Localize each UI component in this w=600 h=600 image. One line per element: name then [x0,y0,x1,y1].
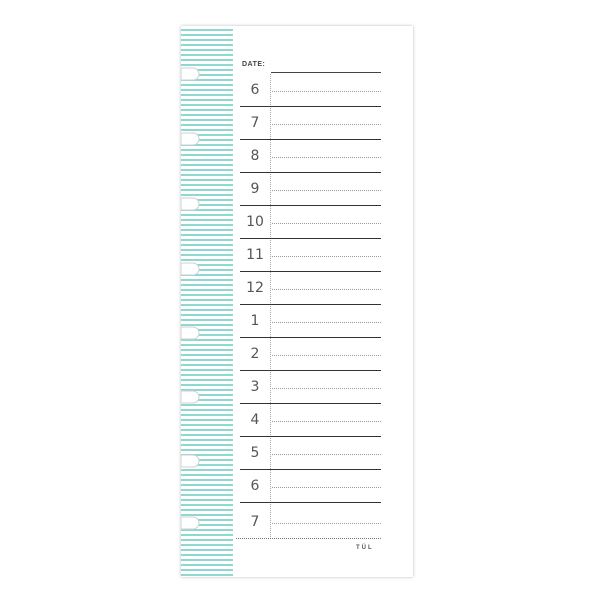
hour-label: 11 [246,247,264,263]
hour-label: 7 [250,115,260,131]
hour-row[interactable] [240,74,381,107]
hour-label: 6 [250,82,260,98]
brand-logo: TÜL [356,545,374,551]
half-hour-line [272,157,381,158]
hour-row[interactable] [240,173,381,206]
hour-row[interactable] [240,140,381,173]
hour-row[interactable] [240,371,381,404]
hour-row[interactable] [240,338,381,371]
half-hour-line [272,421,381,422]
half-hour-line [272,355,381,356]
page-end-line [236,538,381,539]
half-hour-line [272,289,381,290]
disc-binding-slot [181,262,201,276]
disc-binding-slot [181,390,201,404]
hour-row[interactable] [240,107,381,140]
hour-row[interactable] [240,206,381,239]
hour-label: 2 [250,346,260,362]
hour-row[interactable] [240,239,381,272]
hour-row[interactable] [240,470,381,503]
hour-label: 7 [250,514,260,530]
hour-row[interactable] [240,272,381,305]
hour-label: 10 [246,214,264,230]
hour-label: 8 [250,148,260,164]
hour-label: 4 [250,412,260,428]
half-hour-line [272,487,381,488]
half-hour-line [272,454,381,455]
disc-binding-slot [181,197,201,211]
hour-line [240,502,381,503]
half-hour-line [272,190,381,191]
hour-label: 9 [250,181,260,197]
half-hour-line [272,223,381,224]
disc-binding-slot [181,67,201,81]
half-hour-line [272,91,381,92]
hour-label: 12 [246,280,264,296]
date-write-line[interactable] [271,72,381,73]
half-hour-line [272,388,381,389]
half-hour-line [272,124,381,125]
half-hour-line [272,523,381,524]
disc-binding-slot [181,454,201,468]
date-label: DATE: [242,61,266,68]
half-hour-line [272,322,381,323]
planner-page [181,26,413,577]
hour-row[interactable] [240,305,381,338]
hour-row[interactable] [240,506,381,539]
disc-binding-slot [181,132,201,146]
striped-margin [181,26,233,577]
disc-binding-slot [181,516,201,530]
hour-row[interactable] [240,437,381,470]
hour-label: 3 [250,379,260,395]
disc-binding-slot [181,326,201,340]
hour-label: 5 [250,445,260,461]
hour-label: 6 [250,478,260,494]
hour-row[interactable] [240,404,381,437]
half-hour-line [272,256,381,257]
hour-label: 1 [250,313,260,329]
